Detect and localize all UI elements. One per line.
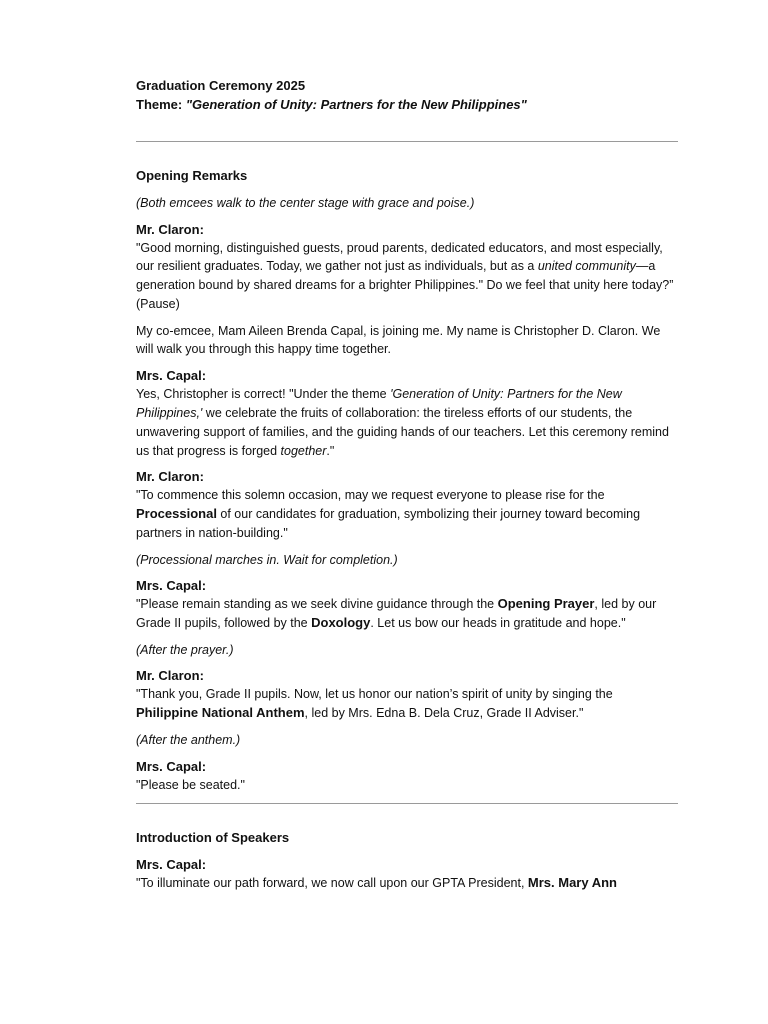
dialogue-text: "Please remain standing as we seek divine guidance through the [136, 597, 498, 612]
dialogue-text: we celebrate the fruits of collaboration: the tireless efforts of our students, the unwavering support of families, and the guiding hands of our teachers. Let this ceremony remind us that progress is forged [136, 406, 669, 458]
speaker-label: Mrs. Capal: [136, 578, 207, 594]
speaker-label: Mrs. Capal: [136, 368, 207, 384]
dialogue-strong: Mrs. Mary Ann [527, 875, 617, 891]
speaker-label: Mr. Claron: [136, 221, 204, 237]
speaker-label: Mr. Claron: [136, 668, 204, 684]
dialogue-text: ." [326, 443, 335, 458]
section-heading-opening: Opening Remarks [136, 168, 248, 183]
section-heading-speakers: Introduction of Speakers [136, 830, 290, 846]
dialogue-paragraph [136, 685, 678, 723]
dialogue-emphasis: united community [537, 259, 636, 274]
dialogue-paragraph [136, 486, 678, 542]
dialogue-strong: Doxology [311, 615, 371, 631]
dialogue-text: "To commence this solemn occasion, may we request everyone to please rise for the [136, 488, 605, 503]
stage-direction: (Both emcees walk to the center stage with grace and poise.) [136, 196, 475, 210]
dialogue-text: , led by Mrs. Edna B. Dela Cruz, Grade II Adviser." [304, 706, 584, 721]
dialogue-text: "Thank you, Grade II pupils. Now, let us honor our nation’s spirit of unity by singing the [136, 687, 613, 702]
dialogue-emphasis: together [280, 443, 327, 458]
dialogue-paragraph: My co-emcee, Mam Aileen Brenda Capal, is joining me. My name is Christopher D. Claron. We will walk you through this happy time together. [136, 323, 661, 357]
dialogue-strong: Processional [136, 506, 217, 522]
dialogue-text: of our candidates for graduation, symbolizing their journey toward becoming partners in nation-building." [136, 507, 641, 541]
document-page [136, 76, 678, 893]
dialogue-text: , led by our Grade II pupils, followed by the [136, 597, 657, 631]
dialogue-paragraph: "Please be seated." [136, 777, 245, 792]
dialogue-paragraph [136, 595, 678, 633]
dialogue-paragraph [136, 239, 678, 314]
stage-direction: (After the anthem.) [136, 733, 241, 748]
speaker-label: Mrs. Capal: [136, 758, 207, 774]
dialogue-paragraph [136, 385, 678, 460]
dialogue-text: "To illuminate our path forward, we now call upon our GPTA President, [136, 876, 528, 891]
theme-text: "Generation of Unity: Partners for the New Philippines" [185, 97, 527, 112]
speaker-label: Mr. Claron: [136, 469, 204, 485]
dialogue-emphasis: 'Generation of Unity: Partners for the New Philippines,' [136, 387, 622, 421]
stage-direction: (Processional marches in. Wait for completion.) [136, 552, 398, 567]
dialogue-strong: Opening Prayer [497, 596, 595, 612]
document-theme [136, 95, 678, 114]
dialogue-text: —a generation bound by shared dreams for a brighter Philippines." Do we feel that unity here today?” (Pause) [136, 259, 674, 311]
document-title: Graduation Ceremony 2025 [136, 78, 306, 93]
dialogue-paragraph [136, 874, 678, 893]
dialogue-text: Yes, Christopher is correct! "Under the theme [136, 387, 391, 402]
dialogue-text: "Good morning, distinguished guests, proud parents, dedicated educators, and most especially, our resilient graduates. Today, we gather not just as individuals, but as a [136, 240, 663, 274]
stage-direction: (After the prayer.) [136, 642, 234, 657]
dialogue-strong: Philippine National Anthem [136, 705, 305, 721]
dialogue-text: . Let us bow our heads in gratitude and hope." [370, 616, 626, 631]
speaker-label: Mrs. Capal: [136, 857, 207, 873]
theme-label: Theme: [136, 97, 186, 112]
